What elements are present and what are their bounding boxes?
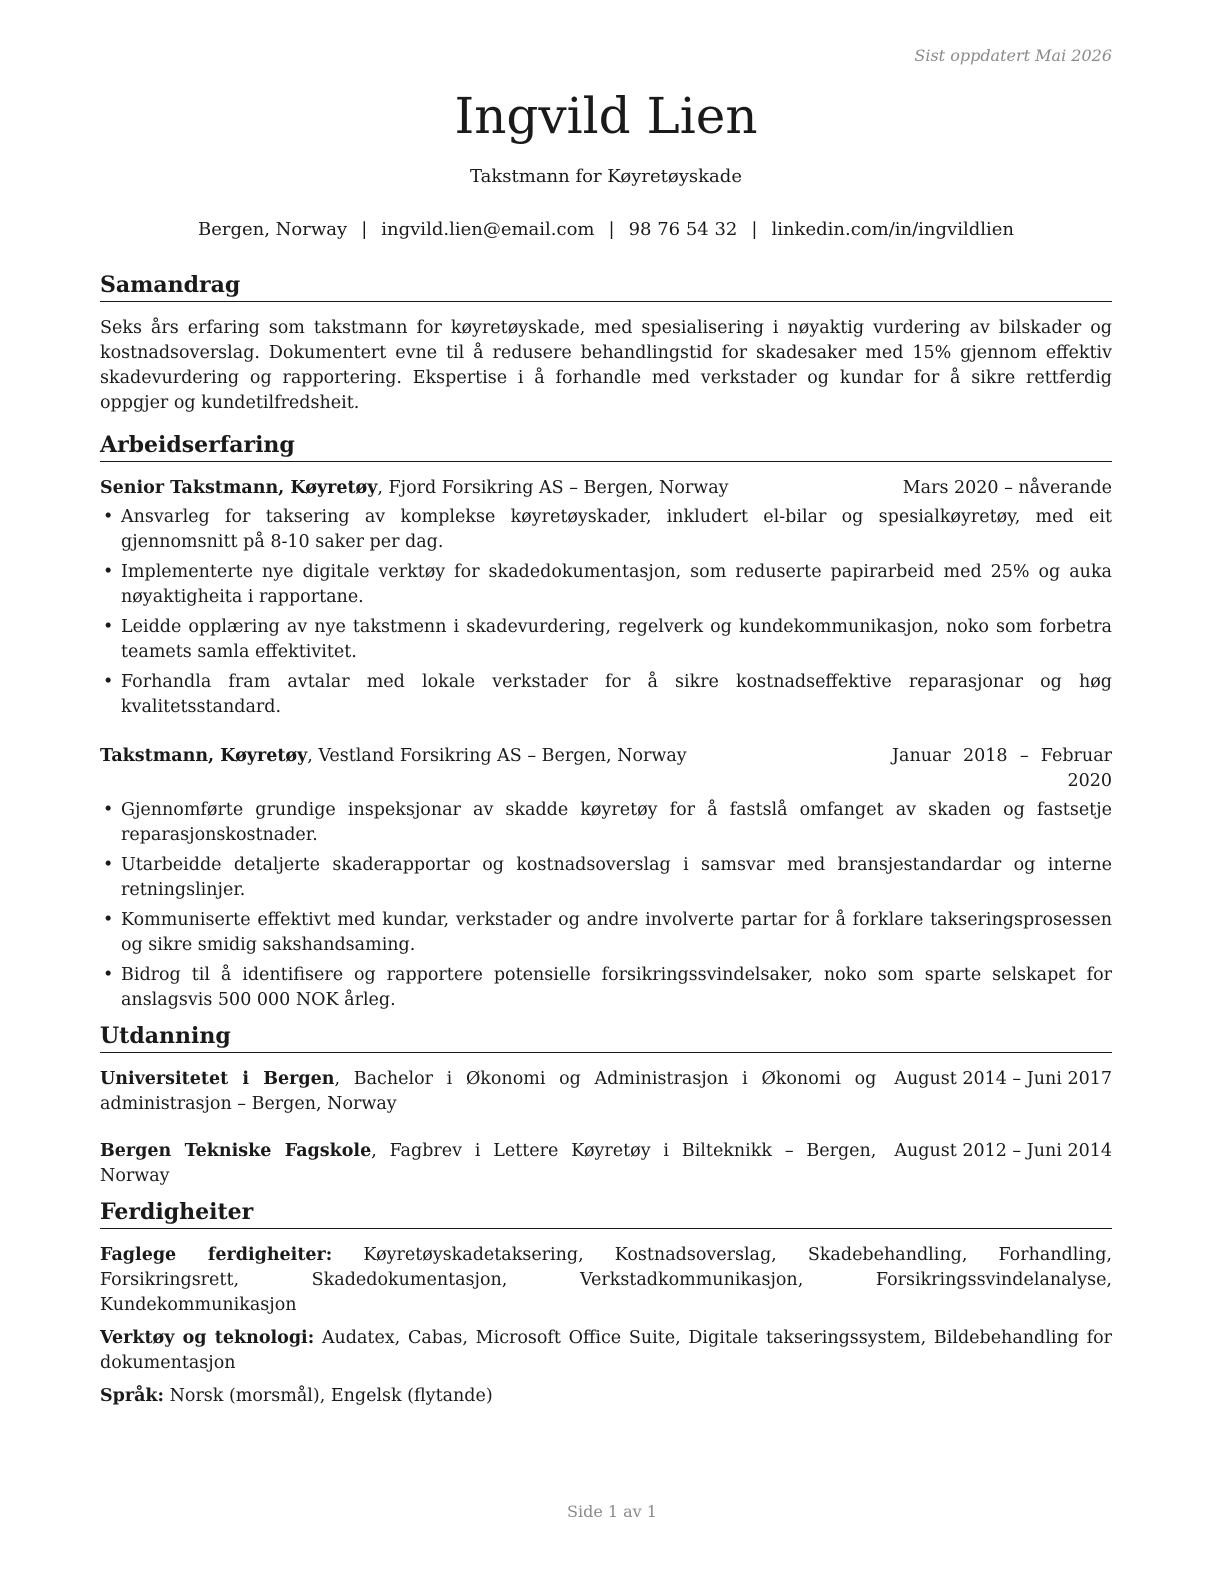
experience-section <box>100 430 1112 1013</box>
contact-email[interactable]: ingvild.lien@email.com <box>381 219 595 240</box>
bullet-text: Ansvarleg for taksering av komplekse køyretøyskader, inkludert el-bilar og spesialkøyretøy, med eit gjennomsnitt på 8-10 saker per dag. <box>121 507 1112 552</box>
section-title-experience: Arbeidserfaring <box>100 430 1112 462</box>
education-title-line <box>100 1067 876 1117</box>
job-bullets <box>100 505 1112 720</box>
job-company: , Fjord Forsikring AS – Bergen, Norway <box>377 478 729 498</box>
job-title-line <box>100 476 887 501</box>
job-header <box>100 476 1112 501</box>
bullet-text: Leidde opplæring av nye takstmenn i skadevurdering, regelverk og kundekommunikasjon, noko som forbetra teamets samla effektivitet. <box>121 617 1112 662</box>
bullet-icon: • <box>103 965 114 985</box>
list-item <box>100 560 1112 610</box>
section-title-skills: Ferdigheiter <box>100 1197 1112 1229</box>
education-school: Bergen Tekniske Fagskole <box>100 1141 372 1161</box>
contact-line <box>100 219 1112 240</box>
job-entry <box>100 744 1112 1013</box>
job-dates-line: Januar 2018 – Februar <box>892 746 1112 766</box>
page-number: Side 1 av 1 <box>567 1502 657 1521</box>
bullet-icon: • <box>103 910 114 930</box>
contact-separator: | <box>751 219 758 240</box>
list-item <box>100 670 1112 720</box>
candidate-name: Ingvild Lien <box>454 87 758 145</box>
skill-line <box>100 1384 1112 1409</box>
education-detail: , Fagbrev i Lettere Køyretøy i Bilteknikk – Bergen, Norway <box>100 1141 877 1186</box>
contact-separator: | <box>361 219 368 240</box>
list-item <box>100 798 1112 848</box>
bullet-icon: • <box>103 562 114 582</box>
education-section <box>100 1021 1112 1189</box>
job-bullets <box>100 798 1112 1013</box>
education-title-line <box>100 1139 876 1189</box>
education-dates: August 2012 – Juni 2014 <box>894 1141 1112 1161</box>
skill-value: Norsk (morsmål), Engelsk (flytande) <box>164 1386 493 1406</box>
list-item <box>100 853 1112 903</box>
bullet-icon: • <box>103 855 114 875</box>
bullet-text: Forhandla fram avtalar med lokale verkstader for å sikre kostnadseffektive reparasjonar og høg kvalitetsstandard. <box>121 672 1112 717</box>
skill-label: Språk: <box>100 1386 165 1406</box>
bullet-icon: • <box>103 617 114 637</box>
section-title-summary: Samandrag <box>100 270 1112 302</box>
education-school: Universitetet i Bergen <box>100 1069 335 1089</box>
resume-content <box>100 270 1112 1417</box>
skill-value: Køyretøyskadetaksering, Kostnadsoverslag, Skadebehandling, Forhandling, Forsikringsrett, Skadedokumentasjon, Verkstadkommunikasjon, Forsikringssvindelanalyse, Kundekommunikasjon <box>100 1245 1112 1315</box>
section-title-education: Utdanning <box>100 1021 1112 1053</box>
bullet-text: Implementerte nye digitale verktøy for skadedokumentasjon, som reduserte papirarbeid med 25% og auka nøyaktigheita i rapportane. <box>121 562 1112 607</box>
contact-location: Bergen, Norway <box>197 219 348 240</box>
job-entry <box>100 476 1112 720</box>
bullet-text: Kommuniserte effektivt med kundar, verkstader og andre involverte partar for å forklare takseringsprosessen og sikre smidig sakshandsaming. <box>121 910 1112 955</box>
contact-separator: | <box>608 219 615 240</box>
job-title-line <box>100 744 876 769</box>
skill-line <box>100 1326 1112 1376</box>
skills-section <box>100 1197 1112 1409</box>
job-company: , Vestland Forsikring AS – Bergen, Norway <box>307 746 687 766</box>
job-dates: Mars 2020 – nåverande <box>902 478 1112 498</box>
bullet-icon: • <box>103 672 114 692</box>
job-header <box>100 744 1112 794</box>
bullet-text: Gjennomførte grundige inspeksjonar av skadde køyretøy for å fastslå omfanget av skaden og fastsetje reparasjonskostnader. <box>121 800 1112 845</box>
list-item <box>100 963 1112 1013</box>
job-dates <box>876 744 1112 794</box>
job-position: Takstmann, Køyretøy <box>100 746 308 766</box>
education-dates: August 2014 – Juni 2017 <box>894 1069 1112 1089</box>
bullet-text: Bidrog til å identifisere og rapportere potensielle forsikringssvindelsaker, noko som sparte selskapet for anslagsvis 500 000 NOK årleg. <box>121 965 1112 1010</box>
candidate-role: Takstmann for Køyretøyskade <box>470 166 742 187</box>
contact-linkedin[interactable]: linkedin.com/in/ingvildlien <box>771 219 1015 240</box>
bullet-icon: • <box>103 507 114 527</box>
list-item <box>100 908 1112 958</box>
skill-label: Faglege ferdigheiter: <box>100 1245 333 1265</box>
last-updated: Sist oppdatert Mai 2026 <box>914 46 1112 65</box>
summary-section <box>100 270 1112 416</box>
skill-label: Verktøy og teknologi: <box>100 1328 315 1348</box>
skill-value: Audatex, Cabas, Microsoft Office Suite, Digitale takseringssystem, Bildebehandling for dokumentasjon <box>100 1328 1112 1373</box>
summary-text: Seks års erfaring som takstmann for køyretøyskade, med spesialisering i nøyaktig vurdering av bilskader og kostnadsoverslag. Dokumentert evne til å redusere behandlingstid for skadesaker med 15% gjennom effektiv skadevurdering og rapportering. Ekspertise i å forhandle med verkstader og kundar for å sikre rettferdig oppgjer og kundetilfredsheit. <box>100 318 1112 413</box>
job-position: Senior Takstmann, Køyretøy <box>100 478 378 498</box>
education-entry <box>100 1067 1112 1117</box>
education-entry <box>100 1139 1112 1189</box>
bullet-text: Utarbeidde detaljerte skaderapportar og kostnadsoverslag i samsvar med bransjestandardar og interne retningslinjer. <box>121 855 1112 900</box>
contact-phone: 98 76 54 32 <box>628 219 738 240</box>
skill-line <box>100 1243 1112 1318</box>
list-item <box>100 615 1112 665</box>
list-item <box>100 505 1112 555</box>
education-detail: , Bachelor i Økonomi og Administrasjon i Økonomi og administrasjon – Bergen, Norway <box>100 1069 877 1114</box>
bullet-icon: • <box>103 800 114 820</box>
job-dates-line: 2020 <box>1067 771 1112 791</box>
